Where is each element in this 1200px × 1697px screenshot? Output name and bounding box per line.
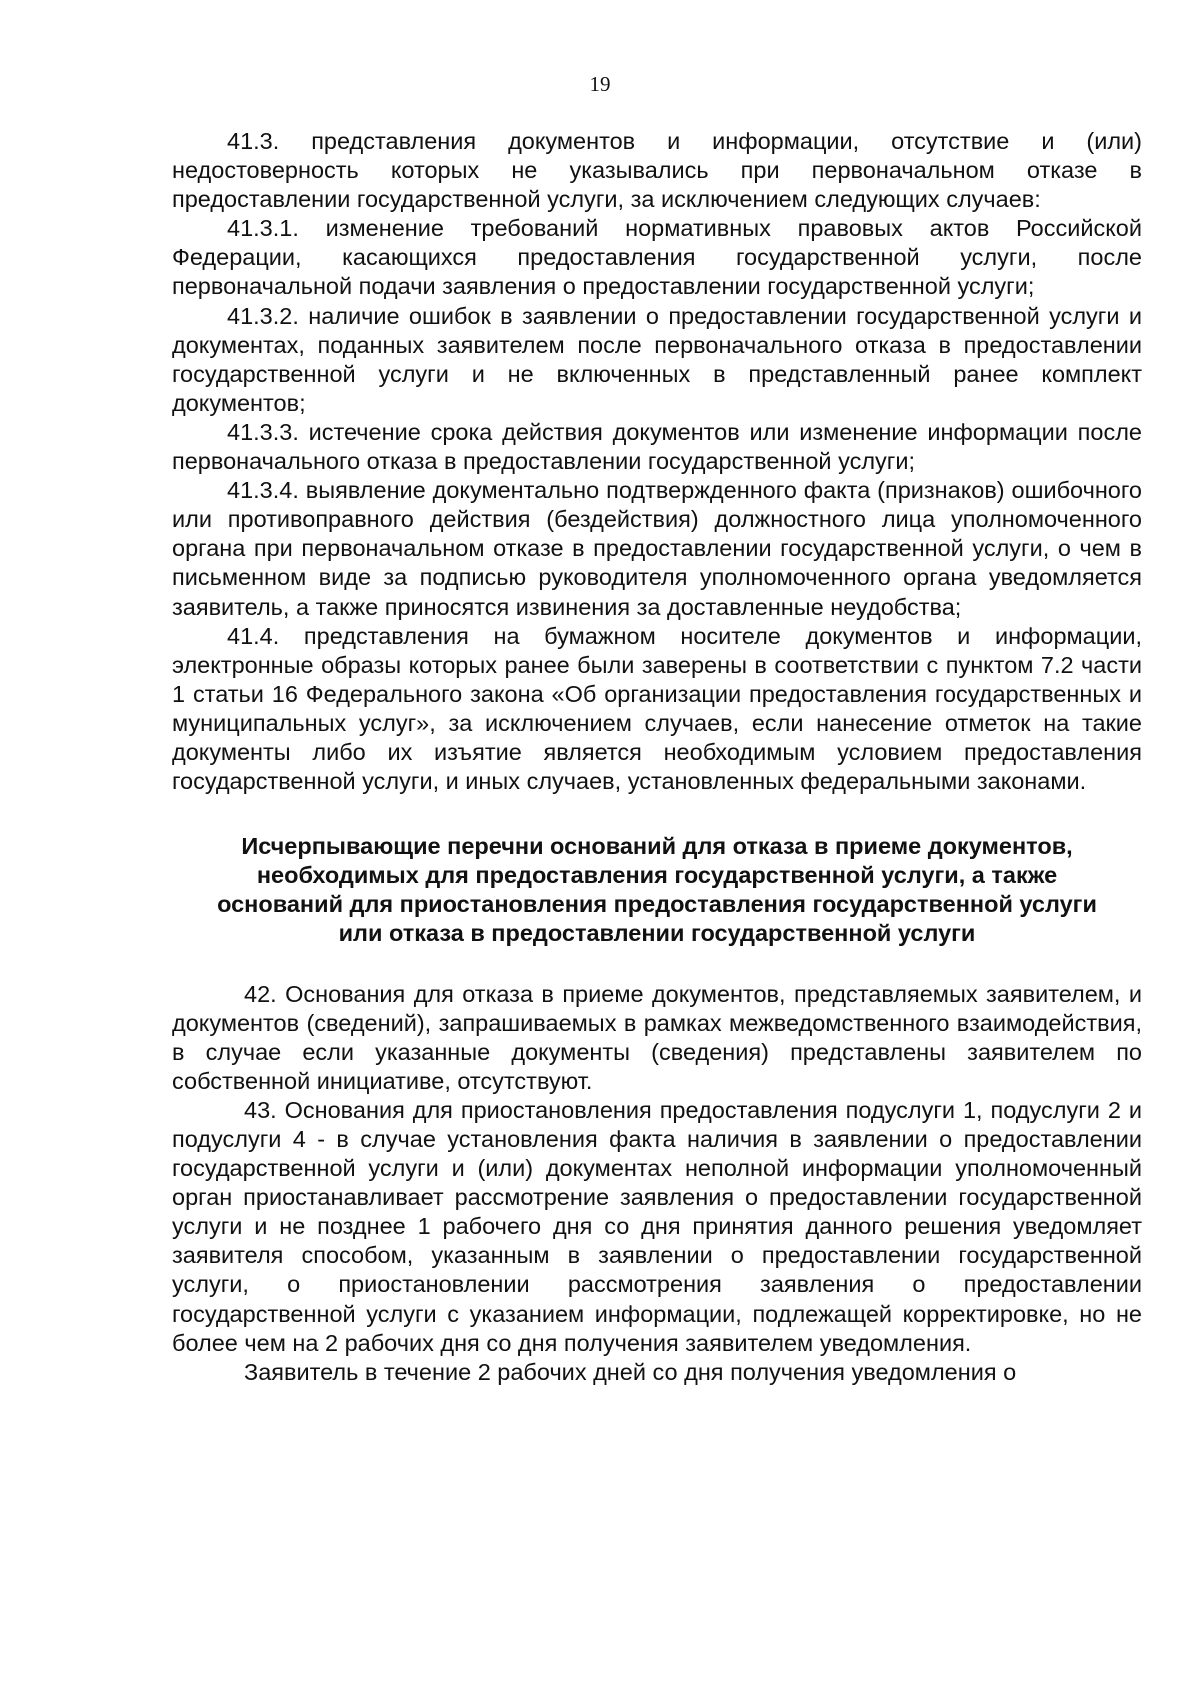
page-number: 19 [589,72,611,96]
paragraph-41-4: 41.4. представления на бумажном носителе документов и информации, электронные образы которых ранее были заверены в соответствии с пунктом 7.2 части 1 статьи 16 Федерального закона «Об организации предоставления государственных и муниципальных услуг», за исключением случаев, если нанесение отметок на такие документы либо их изъятие является необходимым условием предоставления государственной услуги, и иных случаев, установленных федеральными законами. [172,622,1142,795]
paragraph-42: 42. Основания для отказа в приеме документов, представляемых заявителем, и документов (сведений), запрашиваемых в рамках межведомственного взаимодействия, в случае если указанные документы (сведения) представлены заявителем по собственной инициативе, отсутствуют. [172,980,1142,1094]
section-heading: Исчерпывающие перечни оснований для отказа в приеме документов, необходимых для предоставления государственной услуги, а также оснований для приостановления предоставления государственной услуги или отказа в предоставлении государственной услуги [217,833,1097,947]
paragraph-41-3-4: 41.3.4. выявление документально подтвержденного факта (признаков) ошибочного или противоправного действия (бездействия) должностного лица уполномоченного органа при первоначальном отказе в предоставлении государственной услуги, о чем в письменном виде за подписью руководителя уполномоченного органа уведомляется заявитель, а также приносятся извинения за доставленные неудобства; [172,477,1142,620]
paragraph-43: 43. Основания для приостановления предоставления подуслуги 1, подуслуги 2 и подуслуги 4 - в случае установления факта наличия в заявлении о предоставлении государственной услуги и (или) документах неполной информации уполномоченный орган приостанавливает рассмотрение заявления о предоставлении государственной услуги и не позднее 1 рабочего дня со дня принятия данного решения уведомляет заявителя способом, указанным в заявлении о предоставлении государственной услуги, о приостановлении рассмотрения заявления о предоставлении государственной услуги с указанием информации, подлежащей корректировке, но не более чем на 2 рабочих дня со дня получения заявителем уведомления. [172,1096,1142,1356]
paragraph-applicant: Заявитель в течение 2 рабочих дней со дня получения уведомления о [244,1358,1017,1385]
paragraph-41-3-1: 41.3.1. изменение требований нормативных правовых актов Российской Федерации, касающихся предоставления государственной услуги, после первоначальной подачи заявления о предоставлении государственной услуги; [172,215,1142,300]
document-body [172,127,1142,1387]
paragraph-41-3-3: 41.3.3. истечение срока действия документов или изменение информации после первоначального отказа в предоставлении государственной услуги; [172,418,1142,475]
paragraph-41-3: 41.3. представления документов и информации, отсутствие и (или) недостоверность которых не указывались при первоначальном отказе в предоставлении государственной услуги, за исключением следующих случаев: [172,128,1142,213]
paragraph-41-3-2: 41.3.2. наличие ошибок в заявлении о предоставлении государственной услуги и документах, поданных заявителем после первоначального отказа в предоставлении государственной услуги и не включенных в представленный ранее комплект документов; [172,302,1142,416]
